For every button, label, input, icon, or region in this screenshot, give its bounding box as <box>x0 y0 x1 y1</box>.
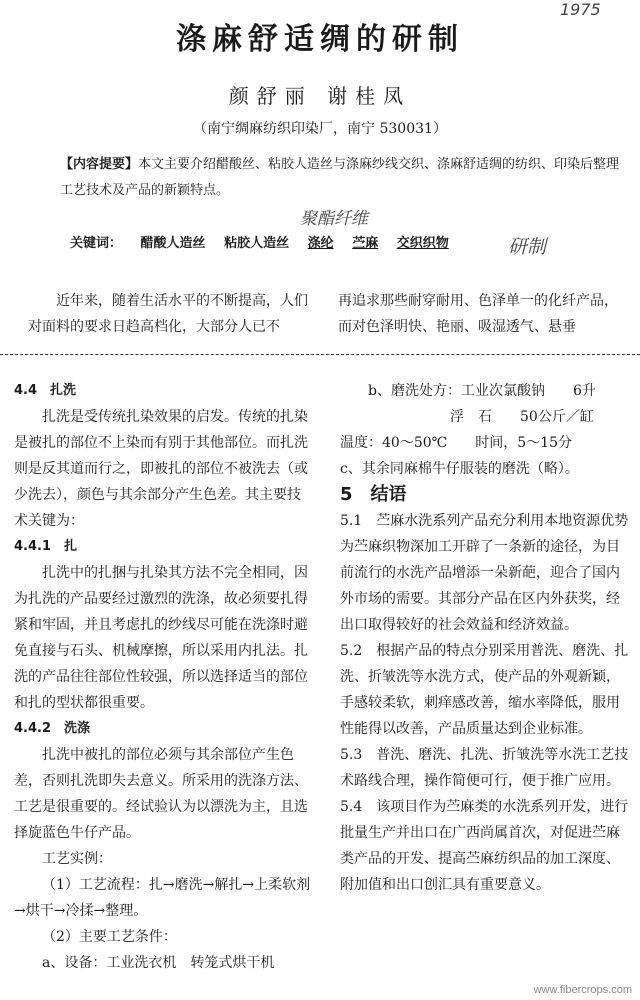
affiliation: （南宁绸麻纺织印染厂，南宁 530031） <box>193 121 447 137</box>
keywords-label: 关键词： <box>70 236 123 251</box>
intro-left: 近年来，随着生活水平的不断提高，人们对面料的要求日趋高档化，大部分人已不 <box>28 293 308 335</box>
keyword-3: 涤纶 <box>307 236 334 251</box>
process-example: 工艺实例： <box>42 851 112 867</box>
keyword-5: 交织织物 <box>396 236 449 251</box>
abstract-label: 【内容提要】 <box>60 157 139 172</box>
section-4-4-1: 4.4.1 扎 <box>14 539 78 554</box>
conclusion-5-3: 5.3 普洗、磨洗、扎洗、折皱洗等水洗工艺技术路线合理，操作简便可行，便于推广应用。 <box>340 747 629 789</box>
para-4-4: 扎洗是受传统扎染效果的启发。传统的扎染是被扎的部位不上染而有别于其他部位。而扎洗则是反其道而行之，即被扎的部位不被洗去（或少洗去），颜色与其余部分产生色差。其主要技术关键为： <box>14 409 308 529</box>
equipment: a、设备：工业洗衣机 转笼式烘干机 <box>42 955 275 971</box>
process-conditions: （2）主要工艺条件： <box>42 929 177 945</box>
paper-authors: 颜舒丽 谢桂凤 <box>228 84 412 108</box>
abstract <box>60 152 620 204</box>
section-5-heading: 5 结语 <box>340 484 407 505</box>
page-break-rule <box>0 354 640 355</box>
recipe-line-2: 浮 石 50公斤／缸 <box>450 409 594 425</box>
recipe-line-3: 温度：40～50℃ 时间，5～15分 <box>340 435 573 451</box>
section-4-4-2: 4.4.2 洗涤 <box>14 721 91 736</box>
watermark: www.fibercrops.com <box>533 984 632 996</box>
conclusion-5-2: 5.2 根据产品的特点分别采用普洗、磨洗、扎洗、折皱洗等水洗方式，使产品的外观新颖，手感较柔软，刺痒感改善，缩水率降低，服用性能得以改善，产品质量达到企业标准。 <box>340 643 629 737</box>
handwritten-note-top: 聚酯纤维 <box>300 209 368 229</box>
handwritten-note-side: 研制 <box>508 236 547 258</box>
keyword-1: 醋酸人造丝 <box>140 236 206 251</box>
keyword-2: 粘胶人造丝 <box>224 236 290 251</box>
right-column <box>340 378 630 898</box>
intro-right: 再追求那些耐穿耐用、色泽单一的化纤产品，而对色泽明快、艳丽、吸湿透气、悬垂 <box>338 293 618 335</box>
keyword-4: 苎麻 <box>352 236 379 251</box>
para-4-4-1: 扎洗中的扎捆与扎染其方法不完全相同，因为扎洗的产品要经过激烈的洗涤，故必须要扎得紧和牢固，并且考虑扎的纱线尽可能在洗涤时避免直接与石头、机械摩擦，所以采用内扎法。扎洗的产品往往部位性较强，所以选择适当的部位和扎的型状都很重要。 <box>14 565 308 711</box>
section-4-4: 4.4 扎洗 <box>14 383 77 398</box>
conclusion-5-1: 5.1 苎麻水洗系列产品充分利用本地资源优势为苎麻织物深加工开辟了一条新的途径，为目前流行的水洗产品增添一朵新葩，迎合了国内外市场的需要。其部分产品在区内外获奖，经出口取得较好的社会效益和经济效益。 <box>340 513 629 633</box>
abstract-text: 本文主要介绍醋酸丝、粘胶人造丝与涤麻纱线交织、涤麻舒适绸的纺织、印染后整理工艺技术及产品的新颖特点。 <box>60 157 620 198</box>
left-column <box>14 378 314 976</box>
paper-title: 涤麻舒适绸的研制 <box>176 22 464 57</box>
conclusion-5-4: 5.4 该项目作为苎麻类的水洗系列开发，进行批量生产并出口在广西尚属首次，对促进苎麻类产品的开发、提高苎麻纺织品的加工深度、附加值和出口创汇具有重要意义。 <box>340 799 629 893</box>
para-4-4-2: 扎洗中被扎的部位必须与其余部位产生色差，否则扎洗即失去意义。所采用的洗涤方法、工艺是很重要的。经试验认为以漂洗为主，且选择旋蓝色牛仔产品。 <box>14 747 308 841</box>
recipe-line-1: b、磨洗处方：工业次氯酸钠 6升 <box>368 383 596 399</box>
handwritten-corner-note: 1975 <box>560 0 601 19</box>
process-flow: （1）工艺流程：扎→磨洗→解扎→上柔软剂→烘干→冷揉→整理。 <box>14 877 311 919</box>
recipe-line-4: c、其余同麻棉牛仔服装的磨洗（略）。 <box>340 461 579 477</box>
